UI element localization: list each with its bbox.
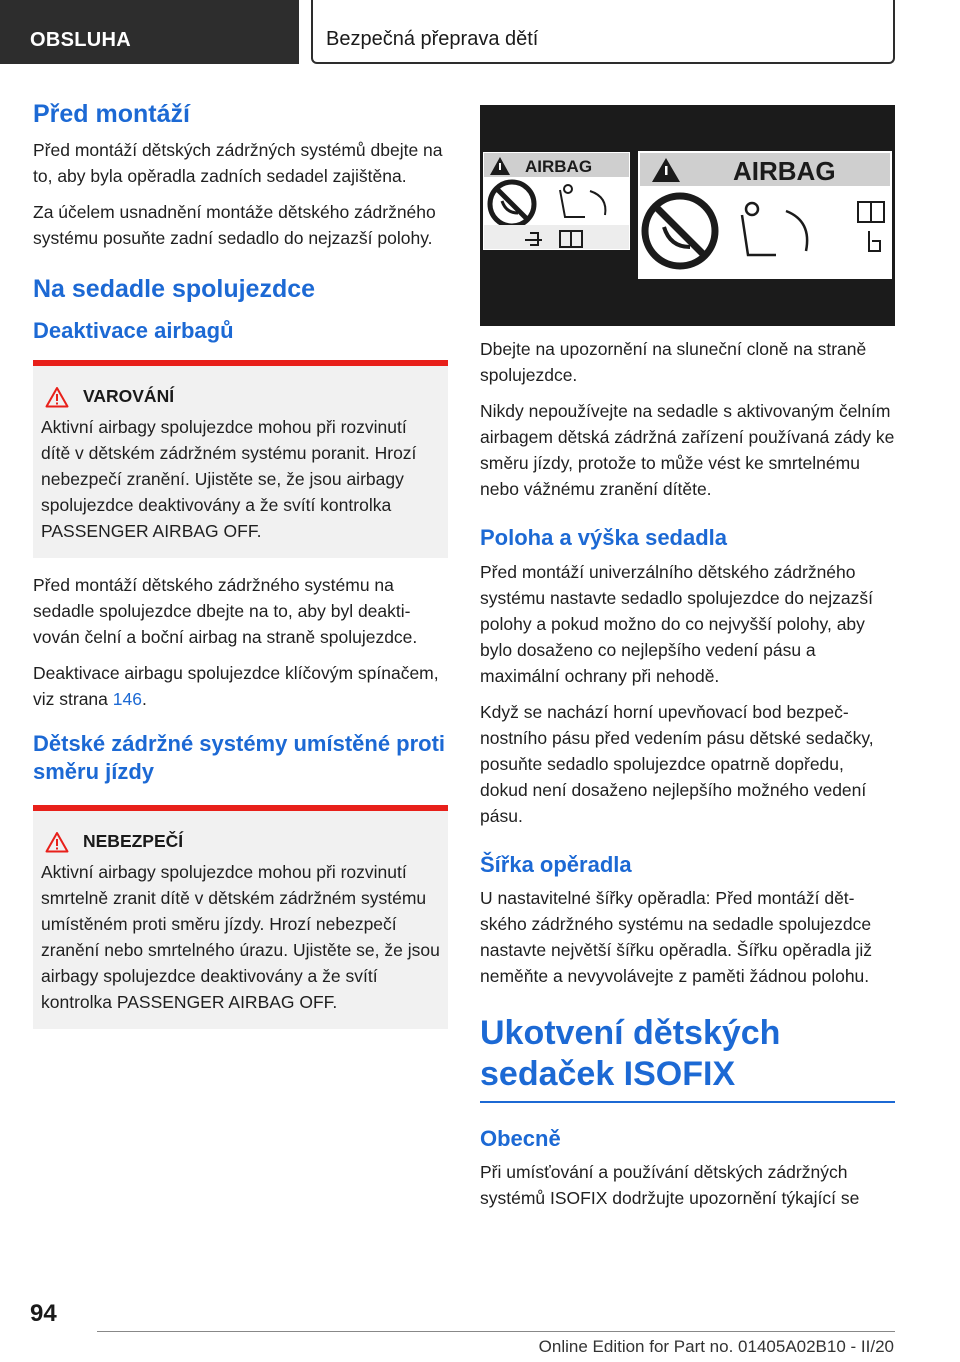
heading-pred-montazi: Před montáží <box>33 100 190 128</box>
page-number: 94 <box>30 1300 57 1327</box>
danger-box <box>33 805 448 1029</box>
paragraph: Před montáží dětského zádržného systému na sedadle spolujezdce dbejte na to, aby byl deaktivován čelní a boční airbag na straně spolujezdce. <box>33 574 418 647</box>
footer-rule <box>97 1331 895 1332</box>
warning-text: Aktivní airbagy spolujezdce mohou při rozvinutí dítě v dětském zádržném systému poranit. Hrozí nebezpečí zranění. Ujistěte se, že jsou airbagy spolujezdce deaktivovány a že svítí kontrolka PASSENGER AIRBAG OFF. <box>41 416 417 541</box>
paragraph: Před montáží univerzálního dětského zádržného systému nastavte sedadlo spolujezdce do nejzazší polohy a pokud možno do co nejvyšší polohy, aby bylo dosaženo co nejlepšího vedení pásu a maximální ochrany při nehodě. <box>480 561 874 686</box>
left-column <box>33 98 448 1043</box>
airbag-label-figure <box>480 105 895 326</box>
airbag-label-illustration <box>480 105 895 326</box>
section-tab <box>0 0 299 64</box>
right-column <box>480 105 895 1221</box>
heading-sirka: Šířka opěradla <box>480 851 632 877</box>
heading-obecne: Obecně <box>480 1125 561 1151</box>
paragraph-with-link: Deaktivace airbagu spolujezdce klíčovým spínačem, viz strana 146. <box>33 662 439 709</box>
danger-text: Aktivní airbagy spolujezdce mohou při rozvinutí smrtelně zranit dítě v dětském zádržném systému umístěném proti směru jízdy. Hrozí nebezpečí zranění nebo smrtelného úrazu. Ujistěte se, že jsou airbagy spolujezdce deaktivovány a že svítí kontrolka PASSENGER AIRBAG OFF. <box>41 861 440 1012</box>
danger-title: NEBEZPEČÍ <box>83 831 184 852</box>
warning-box <box>33 360 448 558</box>
page-link[interactable]: 146 <box>112 688 142 709</box>
edition-note: Online Edition for Part no. 01405A02B10 - II/20 <box>538 1337 894 1356</box>
paragraph: Dbejte na upozornění na sluneční cloně na straně spolujezdce. <box>480 339 867 385</box>
airbag-small-text: AIRBAG <box>525 157 593 176</box>
paragraph: Nikdy nepoužívejte na sedadle s aktivovaným čelním airbagem dětská zádržná zařízení používaná zády ke směru jízdy, protože to může vést ke smrtelnému nebo vážnému zranění dítěte. <box>480 401 895 499</box>
paragraph: U nastavitelné šířky opěradla: Před montáží dětského zádržného systému na sedadle spolujezdce nastavte největší šířku opěradla. Šířku opěradla již neměňte a nevyvolávejte z paměti žádnou polohu. <box>480 888 873 987</box>
airbag-large-text: AIRBAG <box>733 156 836 186</box>
section-label: OBSLUHA <box>30 29 131 51</box>
heading-poloha: Poloha a výška sedadla <box>480 525 728 550</box>
paragraph: Když se nachází horní upevňovací bod bezpečnostního pásu před vedením pásu dětské sedačky, posuňte sedadlo spolujezdce opatrně dopředu, dokud není dosaženo nejlepšího možného vedení pásu. <box>480 701 874 826</box>
chapter-label: Bezpečná přeprava dětí <box>326 28 539 50</box>
heading-rule <box>480 1101 895 1103</box>
warning-title: VAROVÁNÍ <box>83 386 175 407</box>
warning-triangle-icon <box>45 386 69 408</box>
paragraph: Před montáží dětských zádržných systémů dbejte na to, aby byla opěradla zadních sedadel zajištěna. <box>33 139 443 186</box>
chapter-tab <box>311 0 895 64</box>
heading-deaktivace: Deaktivace airbagů <box>33 318 234 343</box>
paragraph: Při umísťování a používání dětských zádržných systémů ISOFIX dodržujte upozornění týkající se <box>480 1162 860 1209</box>
heading-na-sedadle: Na sedadle spolujezdce <box>33 274 316 303</box>
paragraph: Za účelem usnadnění montáže dětského zádržného systému posuňte zadní sedadlo do nejzazší polohy. <box>33 201 436 248</box>
heading-isofix: Ukotvení dětských sedaček ISOFIX <box>480 1014 781 1093</box>
heading-proti-smeru: Dětské zádržné systémy umístěné proti směru jízdy <box>33 730 446 785</box>
warning-triangle-icon <box>45 831 69 853</box>
